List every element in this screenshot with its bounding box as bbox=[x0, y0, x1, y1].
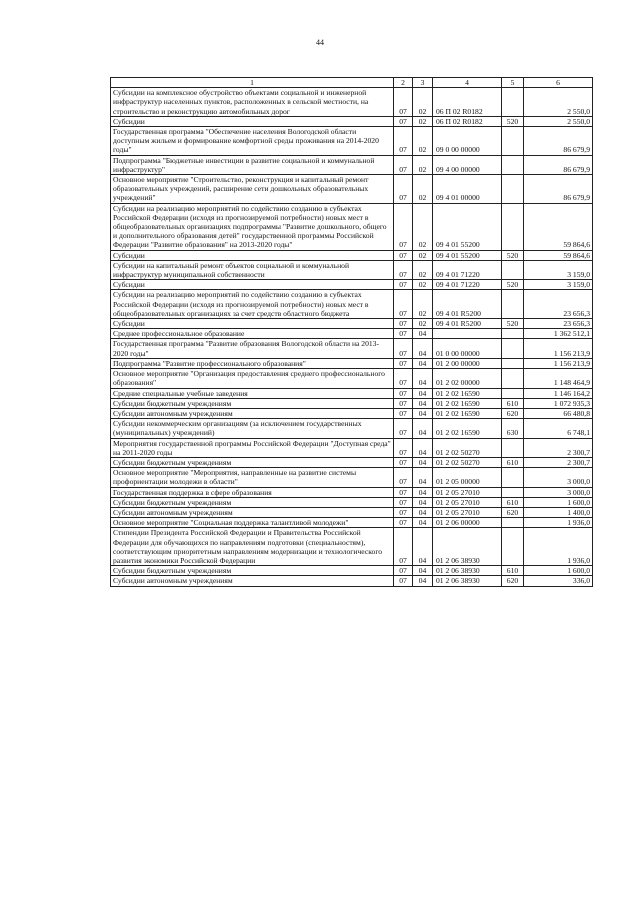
amount: 2 550,0 bbox=[524, 116, 593, 126]
target-article-code: 09 4 01 71220 bbox=[433, 280, 502, 290]
subsection-code: 02 bbox=[413, 155, 433, 174]
subsection-code: 04 bbox=[413, 528, 433, 566]
expense-type-code: 520 bbox=[502, 116, 524, 126]
subsection-code: 02 bbox=[413, 280, 433, 290]
section-code: 07 bbox=[394, 203, 413, 250]
target-article-code: 01 2 02 50270 bbox=[433, 457, 502, 467]
subsection-code: 04 bbox=[413, 507, 433, 517]
section-code: 07 bbox=[394, 566, 413, 576]
target-article-code: 01 2 05 00000 bbox=[433, 468, 502, 487]
item-name: Субсидии автономным учреждениям bbox=[111, 507, 394, 517]
table-row bbox=[111, 116, 593, 126]
expense-type-code bbox=[502, 438, 524, 457]
section-code: 07 bbox=[394, 319, 413, 329]
table-row bbox=[111, 487, 593, 497]
item-name: Субсидии некоммерческим организациям (за исключением государственных (муниципальных) учреждений) bbox=[111, 419, 394, 438]
target-article-code: 01 2 06 38930 bbox=[433, 576, 502, 586]
expense-type-code bbox=[502, 175, 524, 204]
table-row bbox=[111, 319, 593, 329]
target-article-code: 01 2 05 27010 bbox=[433, 497, 502, 507]
expense-type-code bbox=[502, 260, 524, 279]
item-name: Субсидии бюджетным учреждениям bbox=[111, 566, 394, 576]
amount: 1 936,0 bbox=[524, 518, 593, 528]
table-row bbox=[111, 250, 593, 260]
table-row bbox=[111, 408, 593, 418]
section-code: 07 bbox=[394, 457, 413, 467]
subsection-code: 02 bbox=[413, 116, 433, 126]
table-row bbox=[111, 457, 593, 467]
header-cell: 6 bbox=[524, 78, 593, 88]
table-row bbox=[111, 203, 593, 250]
amount: 1 072 935,3 bbox=[524, 398, 593, 408]
expense-type-code: 620 bbox=[502, 408, 524, 418]
item-name: Субсидии на реализацию мероприятий по содействию созданию в субъектах Российской Федерации (исходя из прогнозируемой потребности) новых мест в общеобразовательных организациях за счет средств областного бюджета bbox=[111, 290, 394, 319]
table-row bbox=[111, 388, 593, 398]
section-code: 07 bbox=[394, 487, 413, 497]
section-code: 07 bbox=[394, 518, 413, 528]
subsection-code: 04 bbox=[413, 369, 433, 388]
table-row bbox=[111, 419, 593, 438]
section-code: 07 bbox=[394, 507, 413, 517]
table-row bbox=[111, 438, 593, 457]
subsection-code: 04 bbox=[413, 329, 433, 339]
item-name: Субсидии на капитальный ремонт объектов социальной и коммунальной инфраструктур муниципальной собственности bbox=[111, 260, 394, 279]
section-code: 07 bbox=[394, 127, 413, 156]
target-article-code: 06 П 02 R0182 bbox=[433, 88, 502, 117]
amount: 23 656,3 bbox=[524, 290, 593, 319]
section-code: 07 bbox=[394, 369, 413, 388]
table-row bbox=[111, 507, 593, 517]
table-row bbox=[111, 369, 593, 388]
target-article-code: 01 2 05 27010 bbox=[433, 487, 502, 497]
amount: 1 400,0 bbox=[524, 507, 593, 517]
section-code: 07 bbox=[394, 398, 413, 408]
target-article-code: 01 2 02 16590 bbox=[433, 388, 502, 398]
expense-type-code bbox=[502, 487, 524, 497]
amount: 336,0 bbox=[524, 576, 593, 586]
expense-type-code bbox=[502, 329, 524, 339]
subsection-code: 04 bbox=[413, 457, 433, 467]
subsection-code: 02 bbox=[413, 250, 433, 260]
expense-type-code: 610 bbox=[502, 497, 524, 507]
item-name: Подпрограмма "Развитие профессионального образования" bbox=[111, 358, 394, 368]
item-name: Государственная программа "Обеспечение населения Вологодской области доступным жильем и формирование комфортной среды проживания на 2014-2020 годы" bbox=[111, 127, 394, 156]
target-article-code: 01 2 06 38930 bbox=[433, 528, 502, 566]
table-row bbox=[111, 88, 593, 117]
amount: 59 864,6 bbox=[524, 250, 593, 260]
target-article-code: 06 П 02 R0182 bbox=[433, 116, 502, 126]
table-row bbox=[111, 566, 593, 576]
table-row bbox=[111, 358, 593, 368]
table-row bbox=[111, 290, 593, 319]
target-article-code: 09 4 01 R5200 bbox=[433, 290, 502, 319]
table-row bbox=[111, 155, 593, 174]
amount: 1 936,0 bbox=[524, 528, 593, 566]
amount: 1 362 512,1 bbox=[524, 329, 593, 339]
amount: 3 000,0 bbox=[524, 487, 593, 497]
target-article-code: 09 4 01 55200 bbox=[433, 250, 502, 260]
header-cell: 4 bbox=[433, 78, 502, 88]
subsection-code: 04 bbox=[413, 576, 433, 586]
target-article-code: 09 4 01 00000 bbox=[433, 175, 502, 204]
amount: 86 679,9 bbox=[524, 127, 593, 156]
expense-type-code bbox=[502, 203, 524, 250]
target-article-code: 01 2 02 50270 bbox=[433, 438, 502, 457]
expense-type-code bbox=[502, 339, 524, 358]
amount: 3 000,0 bbox=[524, 468, 593, 487]
table-row bbox=[111, 175, 593, 204]
subsection-code: 04 bbox=[413, 398, 433, 408]
expense-type-code: 620 bbox=[502, 576, 524, 586]
target-article-code: 01 2 00 00000 bbox=[433, 358, 502, 368]
table-row bbox=[111, 127, 593, 156]
item-name: Субсидии на комплексное обустройство объектами социальной и инженерной инфраструктур населенных пунктов, расположенных в сельской местности, на строительство и реконструкцию автомобильных дорог bbox=[111, 88, 394, 117]
table-row bbox=[111, 339, 593, 358]
subsection-code: 04 bbox=[413, 419, 433, 438]
table-row bbox=[111, 280, 593, 290]
expense-type-code: 610 bbox=[502, 457, 524, 467]
section-code: 07 bbox=[394, 438, 413, 457]
expense-type-code: 610 bbox=[502, 566, 524, 576]
subsection-code: 02 bbox=[413, 127, 433, 156]
amount: 1 156 213,9 bbox=[524, 339, 593, 358]
item-name: Стипендии Президента Российской Федерации и Правительства Российской Федерации для обучающихся по направлениям подготовки (специальностям), соответствующим приоритетным направлениям модернизации и технологического развития экономики Российской Федерации bbox=[111, 528, 394, 566]
subsection-code: 02 bbox=[413, 88, 433, 117]
expense-type-code: 520 bbox=[502, 319, 524, 329]
target-article-code: 01 2 05 27010 bbox=[433, 507, 502, 517]
subsection-code: 04 bbox=[413, 438, 433, 457]
item-name: Субсидии бюджетным учреждениям bbox=[111, 398, 394, 408]
item-name: Основное мероприятие "Мероприятия, направленные на развитие системы профориентации молодежи в области" bbox=[111, 468, 394, 487]
table-row bbox=[111, 398, 593, 408]
header-cell: 2 bbox=[394, 78, 413, 88]
amount: 1 156 213,9 bbox=[524, 358, 593, 368]
target-article-code: 09 4 01 55200 bbox=[433, 203, 502, 250]
item-name: Государственная программа "Развитие образования Вологодской области на 2013-2020 годы" bbox=[111, 339, 394, 358]
section-code: 07 bbox=[394, 155, 413, 174]
section-code: 07 bbox=[394, 528, 413, 566]
item-name: Субсидии на реализацию мероприятий по содействию созданию в субъектах Российской Федерации (исходя из прогнозируемой потребности) новых мест в общеобразовательных организациях подпрограммы "Развитие дошкольного, общего и дополнительного образования детей" государственной программы Российской Федерации "Развитие образования" на 2013-2020 годы" bbox=[111, 203, 394, 250]
item-name: Субсидии бюджетным учреждениям bbox=[111, 497, 394, 507]
section-code: 07 bbox=[394, 175, 413, 204]
expense-type-code bbox=[502, 88, 524, 117]
section-code: 07 bbox=[394, 290, 413, 319]
target-article-code: 01 2 02 16590 bbox=[433, 419, 502, 438]
expense-type-code bbox=[502, 290, 524, 319]
table-row bbox=[111, 576, 593, 586]
subsection-code: 04 bbox=[413, 408, 433, 418]
target-article-code: 01 2 02 00000 bbox=[433, 369, 502, 388]
item-name: Основное мероприятие "Строительство, реконструкция и капитальный ремонт образовательных учреждений, расширение сети дошкольных образовательных учреждений" bbox=[111, 175, 394, 204]
subsection-code: 04 bbox=[413, 388, 433, 398]
amount: 66 480,8 bbox=[524, 408, 593, 418]
target-article-code: 01 2 02 16590 bbox=[433, 408, 502, 418]
amount: 2 550,0 bbox=[524, 88, 593, 117]
amount: 3 159,0 bbox=[524, 280, 593, 290]
expense-type-code bbox=[502, 528, 524, 566]
subsection-code: 04 bbox=[413, 497, 433, 507]
section-code: 07 bbox=[394, 250, 413, 260]
expense-type-code bbox=[502, 518, 524, 528]
amount: 86 679,9 bbox=[524, 155, 593, 174]
section-code: 07 bbox=[394, 576, 413, 586]
header-cell: 3 bbox=[413, 78, 433, 88]
table-row bbox=[111, 329, 593, 339]
amount: 59 864,6 bbox=[524, 203, 593, 250]
amount: 2 300,7 bbox=[524, 438, 593, 457]
item-name: Субсидии bbox=[111, 250, 394, 260]
target-article-code: 01 2 06 38930 bbox=[433, 566, 502, 576]
subsection-code: 02 bbox=[413, 175, 433, 204]
expense-type-code: 630 bbox=[502, 419, 524, 438]
subsection-code: 04 bbox=[413, 358, 433, 368]
expense-type-code bbox=[502, 388, 524, 398]
subsection-code: 04 bbox=[413, 339, 433, 358]
item-name: Субсидии bbox=[111, 116, 394, 126]
table-header-row bbox=[111, 78, 593, 88]
table-row bbox=[111, 528, 593, 566]
amount: 23 656,3 bbox=[524, 319, 593, 329]
table-row bbox=[111, 260, 593, 279]
item-name: Подпрограмма "Бюджетные инвестиции в развитие социальной и коммунальной инфраструктур" bbox=[111, 155, 394, 174]
item-name: Субсидии автономным учреждениям bbox=[111, 408, 394, 418]
section-code: 07 bbox=[394, 329, 413, 339]
section-code: 07 bbox=[394, 116, 413, 126]
target-article-code: 09 4 01 R5200 bbox=[433, 319, 502, 329]
item-name: Субсидии бюджетным учреждениям bbox=[111, 457, 394, 467]
target-article-code: 09 4 01 71220 bbox=[433, 260, 502, 279]
item-name: Среднее профессиональное образование bbox=[111, 329, 394, 339]
section-code: 07 bbox=[394, 497, 413, 507]
section-code: 07 bbox=[394, 408, 413, 418]
subsection-code: 02 bbox=[413, 260, 433, 279]
expense-type-code: 520 bbox=[502, 280, 524, 290]
subsection-code: 02 bbox=[413, 203, 433, 250]
section-code: 07 bbox=[394, 88, 413, 117]
amount: 1 146 164,2 bbox=[524, 388, 593, 398]
subsection-code: 02 bbox=[413, 290, 433, 319]
expense-type-code bbox=[502, 127, 524, 156]
item-name: Основное мероприятие "Организация предоставления среднего профессионального образования" bbox=[111, 369, 394, 388]
item-name: Субсидии bbox=[111, 280, 394, 290]
amount: 1 148 464,9 bbox=[524, 369, 593, 388]
section-code: 07 bbox=[394, 280, 413, 290]
amount: 1 600,0 bbox=[524, 566, 593, 576]
table-row bbox=[111, 497, 593, 507]
target-article-code bbox=[433, 329, 502, 339]
page-number: 44 bbox=[316, 38, 324, 47]
item-name: Субсидии bbox=[111, 319, 394, 329]
table-row bbox=[111, 518, 593, 528]
item-name: Государственная поддержка в сфере образования bbox=[111, 487, 394, 497]
expense-type-code bbox=[502, 358, 524, 368]
expense-type-code bbox=[502, 468, 524, 487]
budget-table bbox=[110, 77, 593, 587]
subsection-code: 02 bbox=[413, 319, 433, 329]
expense-type-code bbox=[502, 369, 524, 388]
subsection-code: 04 bbox=[413, 566, 433, 576]
section-code: 07 bbox=[394, 388, 413, 398]
amount: 6 748,1 bbox=[524, 419, 593, 438]
expense-type-code: 610 bbox=[502, 398, 524, 408]
amount: 86 679,9 bbox=[524, 175, 593, 204]
section-code: 07 bbox=[394, 419, 413, 438]
target-article-code: 01 2 06 00000 bbox=[433, 518, 502, 528]
subsection-code: 04 bbox=[413, 487, 433, 497]
target-article-code: 09 0 00 00000 bbox=[433, 127, 502, 156]
target-article-code: 09 4 00 00000 bbox=[433, 155, 502, 174]
section-code: 07 bbox=[394, 339, 413, 358]
expense-type-code: 620 bbox=[502, 507, 524, 517]
section-code: 07 bbox=[394, 358, 413, 368]
amount: 1 600,0 bbox=[524, 497, 593, 507]
header-cell: 5 bbox=[502, 78, 524, 88]
amount: 3 159,0 bbox=[524, 260, 593, 279]
header-cell: 1 bbox=[111, 78, 394, 88]
item-name: Основное мероприятие "Социальная поддержка талантливой молодежи" bbox=[111, 518, 394, 528]
item-name: Средние специальные учебные заведения bbox=[111, 388, 394, 398]
item-name: Мероприятия государственной программы Российской Федерации "Доступная среда" на 2011-2020 годы bbox=[111, 438, 394, 457]
subsection-code: 04 bbox=[413, 468, 433, 487]
subsection-code: 04 bbox=[413, 518, 433, 528]
amount: 2 300,7 bbox=[524, 457, 593, 467]
section-code: 07 bbox=[394, 260, 413, 279]
target-article-code: 01 0 00 00000 bbox=[433, 339, 502, 358]
expense-type-code bbox=[502, 155, 524, 174]
target-article-code: 01 2 02 16590 bbox=[433, 398, 502, 408]
table-row bbox=[111, 468, 593, 487]
expense-type-code: 520 bbox=[502, 250, 524, 260]
item-name: Субсидии автономным учреждениям bbox=[111, 576, 394, 586]
section-code: 07 bbox=[394, 468, 413, 487]
